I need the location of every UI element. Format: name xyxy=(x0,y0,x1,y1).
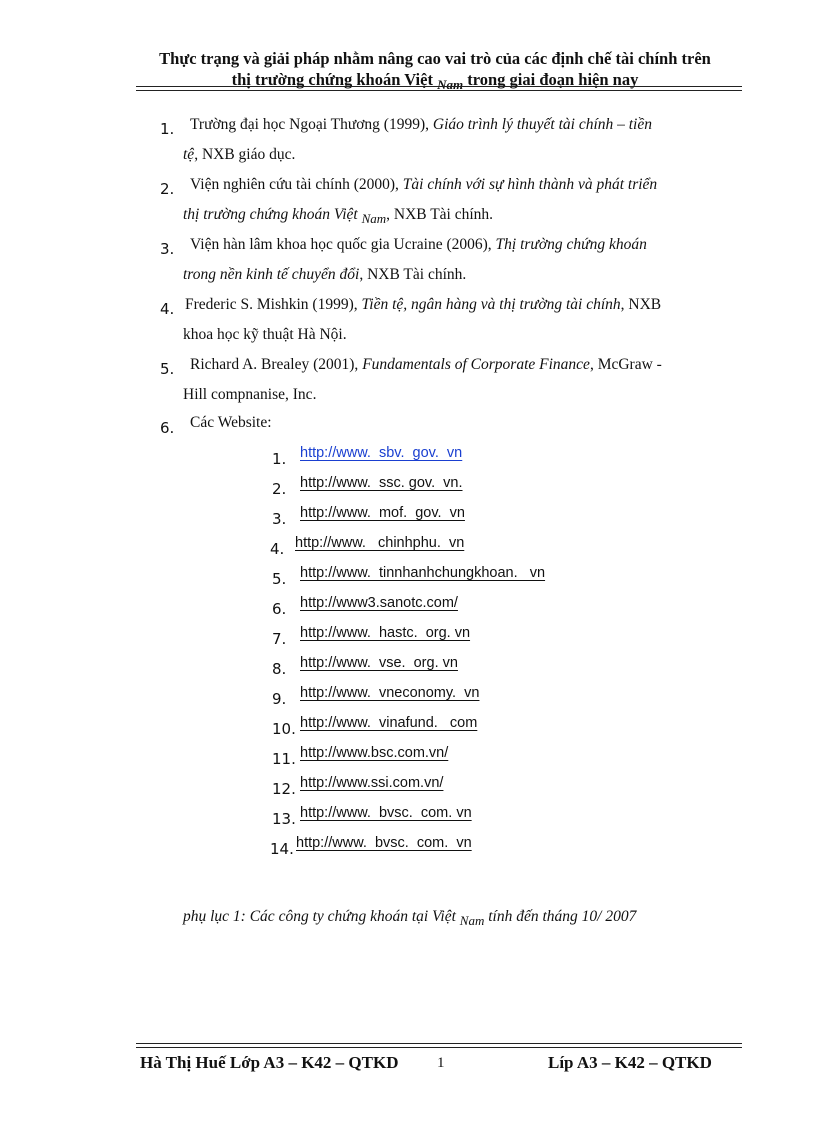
ref-number: 2. xyxy=(160,180,175,198)
footer-rule-bottom xyxy=(136,1047,742,1048)
website-number: 13. xyxy=(272,810,296,828)
website-link[interactable]: http://www.bsc.com.vn/ xyxy=(300,745,449,761)
website-number: 14. xyxy=(270,840,294,858)
website-link[interactable]: http://www. tinnhanhchungkhoan. vn xyxy=(300,565,546,581)
page-header xyxy=(120,48,750,91)
ref-line-2 xyxy=(183,145,295,165)
website-link[interactable]: http://www. vinafund. com xyxy=(300,715,478,731)
ref-publisher-cont: Hill compnanise, Inc. xyxy=(183,386,317,403)
page-number: 1 xyxy=(437,1055,445,1071)
website-number: 8. xyxy=(272,660,287,678)
ref-line-2 xyxy=(183,265,466,285)
ref-publisher: , NXB xyxy=(620,296,662,313)
ref-title: Giáo trình lý thuyết tài chính – tiền xyxy=(432,116,652,133)
appendix-pre: phụ lục 1: Các công ty chứng khoán tại Việt xyxy=(183,908,460,925)
header-rule-bottom xyxy=(136,90,742,91)
ref-line xyxy=(185,295,661,315)
ref-number: 3. xyxy=(160,240,175,258)
header-rule-top xyxy=(136,86,742,87)
ref-title-nam: Nam xyxy=(361,211,387,226)
website-link[interactable]: http://www. ssc. gov. vn. xyxy=(300,475,463,491)
website-link[interactable]: http://www3.sanotc.com/ xyxy=(300,595,458,611)
ref-publisher: , NXB giáo dục. xyxy=(194,146,296,163)
website-link[interactable]: http://www. chinhphu. vn xyxy=(295,535,465,551)
website-link[interactable]: http://www. mof. gov. vn xyxy=(300,505,465,521)
ref-title-cont: thị trường chứng khoán Việt xyxy=(183,206,362,223)
ref-title: Tài chính với sự hình thành và phát triển xyxy=(402,176,658,193)
ref-author: Trường đại học Ngoại Thương (1999), xyxy=(190,116,433,133)
ref-author: Frederic S. Mishkin (1999), xyxy=(185,296,362,313)
header-line-2 xyxy=(120,69,750,91)
ref-title: Tiền tệ, ngân hàng và thị trường tài chính xyxy=(361,296,621,313)
website-number: 9. xyxy=(272,690,287,708)
ref-line-2 xyxy=(183,205,493,225)
website-number: 2. xyxy=(272,480,287,498)
ref-line xyxy=(190,355,662,375)
ref-number: 5. xyxy=(160,360,175,378)
ref-publisher: , NXB Tài chính. xyxy=(386,206,494,223)
ref-title-cont: tệ xyxy=(183,146,195,163)
ref-title: Fundamentals of Corporate Finance xyxy=(362,356,590,373)
ref-line-2 xyxy=(183,325,347,345)
appendix-post: tính đến tháng 10/ 2007 xyxy=(484,908,637,925)
appendix-caption xyxy=(183,908,636,926)
ref-line xyxy=(190,235,647,255)
ref-line xyxy=(190,413,272,433)
websites-label: Các Website: xyxy=(190,414,272,431)
footer-rule-top xyxy=(136,1043,742,1044)
footer-author: Hà Thị Huế Lớp A3 – K42 – QTKD xyxy=(140,1053,399,1072)
header-line-1: Thực trạng và giải pháp nhằm nâng cao vai trò của các định chế tài chính trên xyxy=(159,49,711,68)
header-line-2-pre: thị trường chứng khoán Việt xyxy=(231,70,438,89)
ref-title: Thị trường chứng khoán xyxy=(495,236,647,253)
ref-title-cont: trong nền kinh tế chuyển đổi xyxy=(183,266,360,283)
ref-author: Viện hàn lâm khoa học quốc gia Ucraine (2006), xyxy=(190,236,496,253)
header-line-2-nam: Nam xyxy=(437,77,464,92)
ref-number: 6. xyxy=(160,419,175,437)
website-number: 4. xyxy=(270,540,285,558)
header-line-2-post: trong giai đoạn hiện nay xyxy=(463,70,639,89)
ref-number: 1. xyxy=(160,120,175,138)
ref-publisher: , NXB Tài chính. xyxy=(359,266,467,283)
website-number: 6. xyxy=(272,600,287,618)
website-number: 1. xyxy=(272,450,287,468)
website-number: 3. xyxy=(272,510,287,528)
website-link[interactable]: http://www. vse. org. vn xyxy=(300,655,458,671)
appendix-nam: Nam xyxy=(459,913,485,928)
ref-publisher: , McGraw - xyxy=(589,356,662,373)
website-link[interactable]: http://www. hastc. org. vn xyxy=(300,625,471,641)
ref-author: Viện nghiên cứu tài chính (2000), xyxy=(190,176,403,193)
website-number: 11. xyxy=(272,750,296,768)
ref-publisher-cont: khoa học kỹ thuật Hà Nội. xyxy=(183,326,347,343)
ref-number: 4. xyxy=(160,300,175,318)
website-link[interactable]: http://www. bvsc. com. vn xyxy=(300,805,472,821)
website-link[interactable]: http://www. bvsc. com. vn xyxy=(296,835,472,851)
website-number: 7. xyxy=(272,630,287,648)
ref-author: Richard A. Brealey (2001), xyxy=(190,356,363,373)
ref-line xyxy=(190,115,652,135)
website-link[interactable]: http://www.ssi.com.vn/ xyxy=(300,775,444,791)
website-number: 5. xyxy=(272,570,287,588)
ref-line xyxy=(190,175,657,195)
website-number: 12. xyxy=(272,780,296,798)
footer-class: Líp A3 – K42 – QTKD xyxy=(548,1053,712,1072)
ref-line-2 xyxy=(183,385,316,405)
website-link[interactable]: http://www. sbv. gov. vn xyxy=(300,445,463,461)
website-link[interactable]: http://www. vneconomy. vn xyxy=(300,685,480,701)
website-number: 10. xyxy=(272,720,296,738)
